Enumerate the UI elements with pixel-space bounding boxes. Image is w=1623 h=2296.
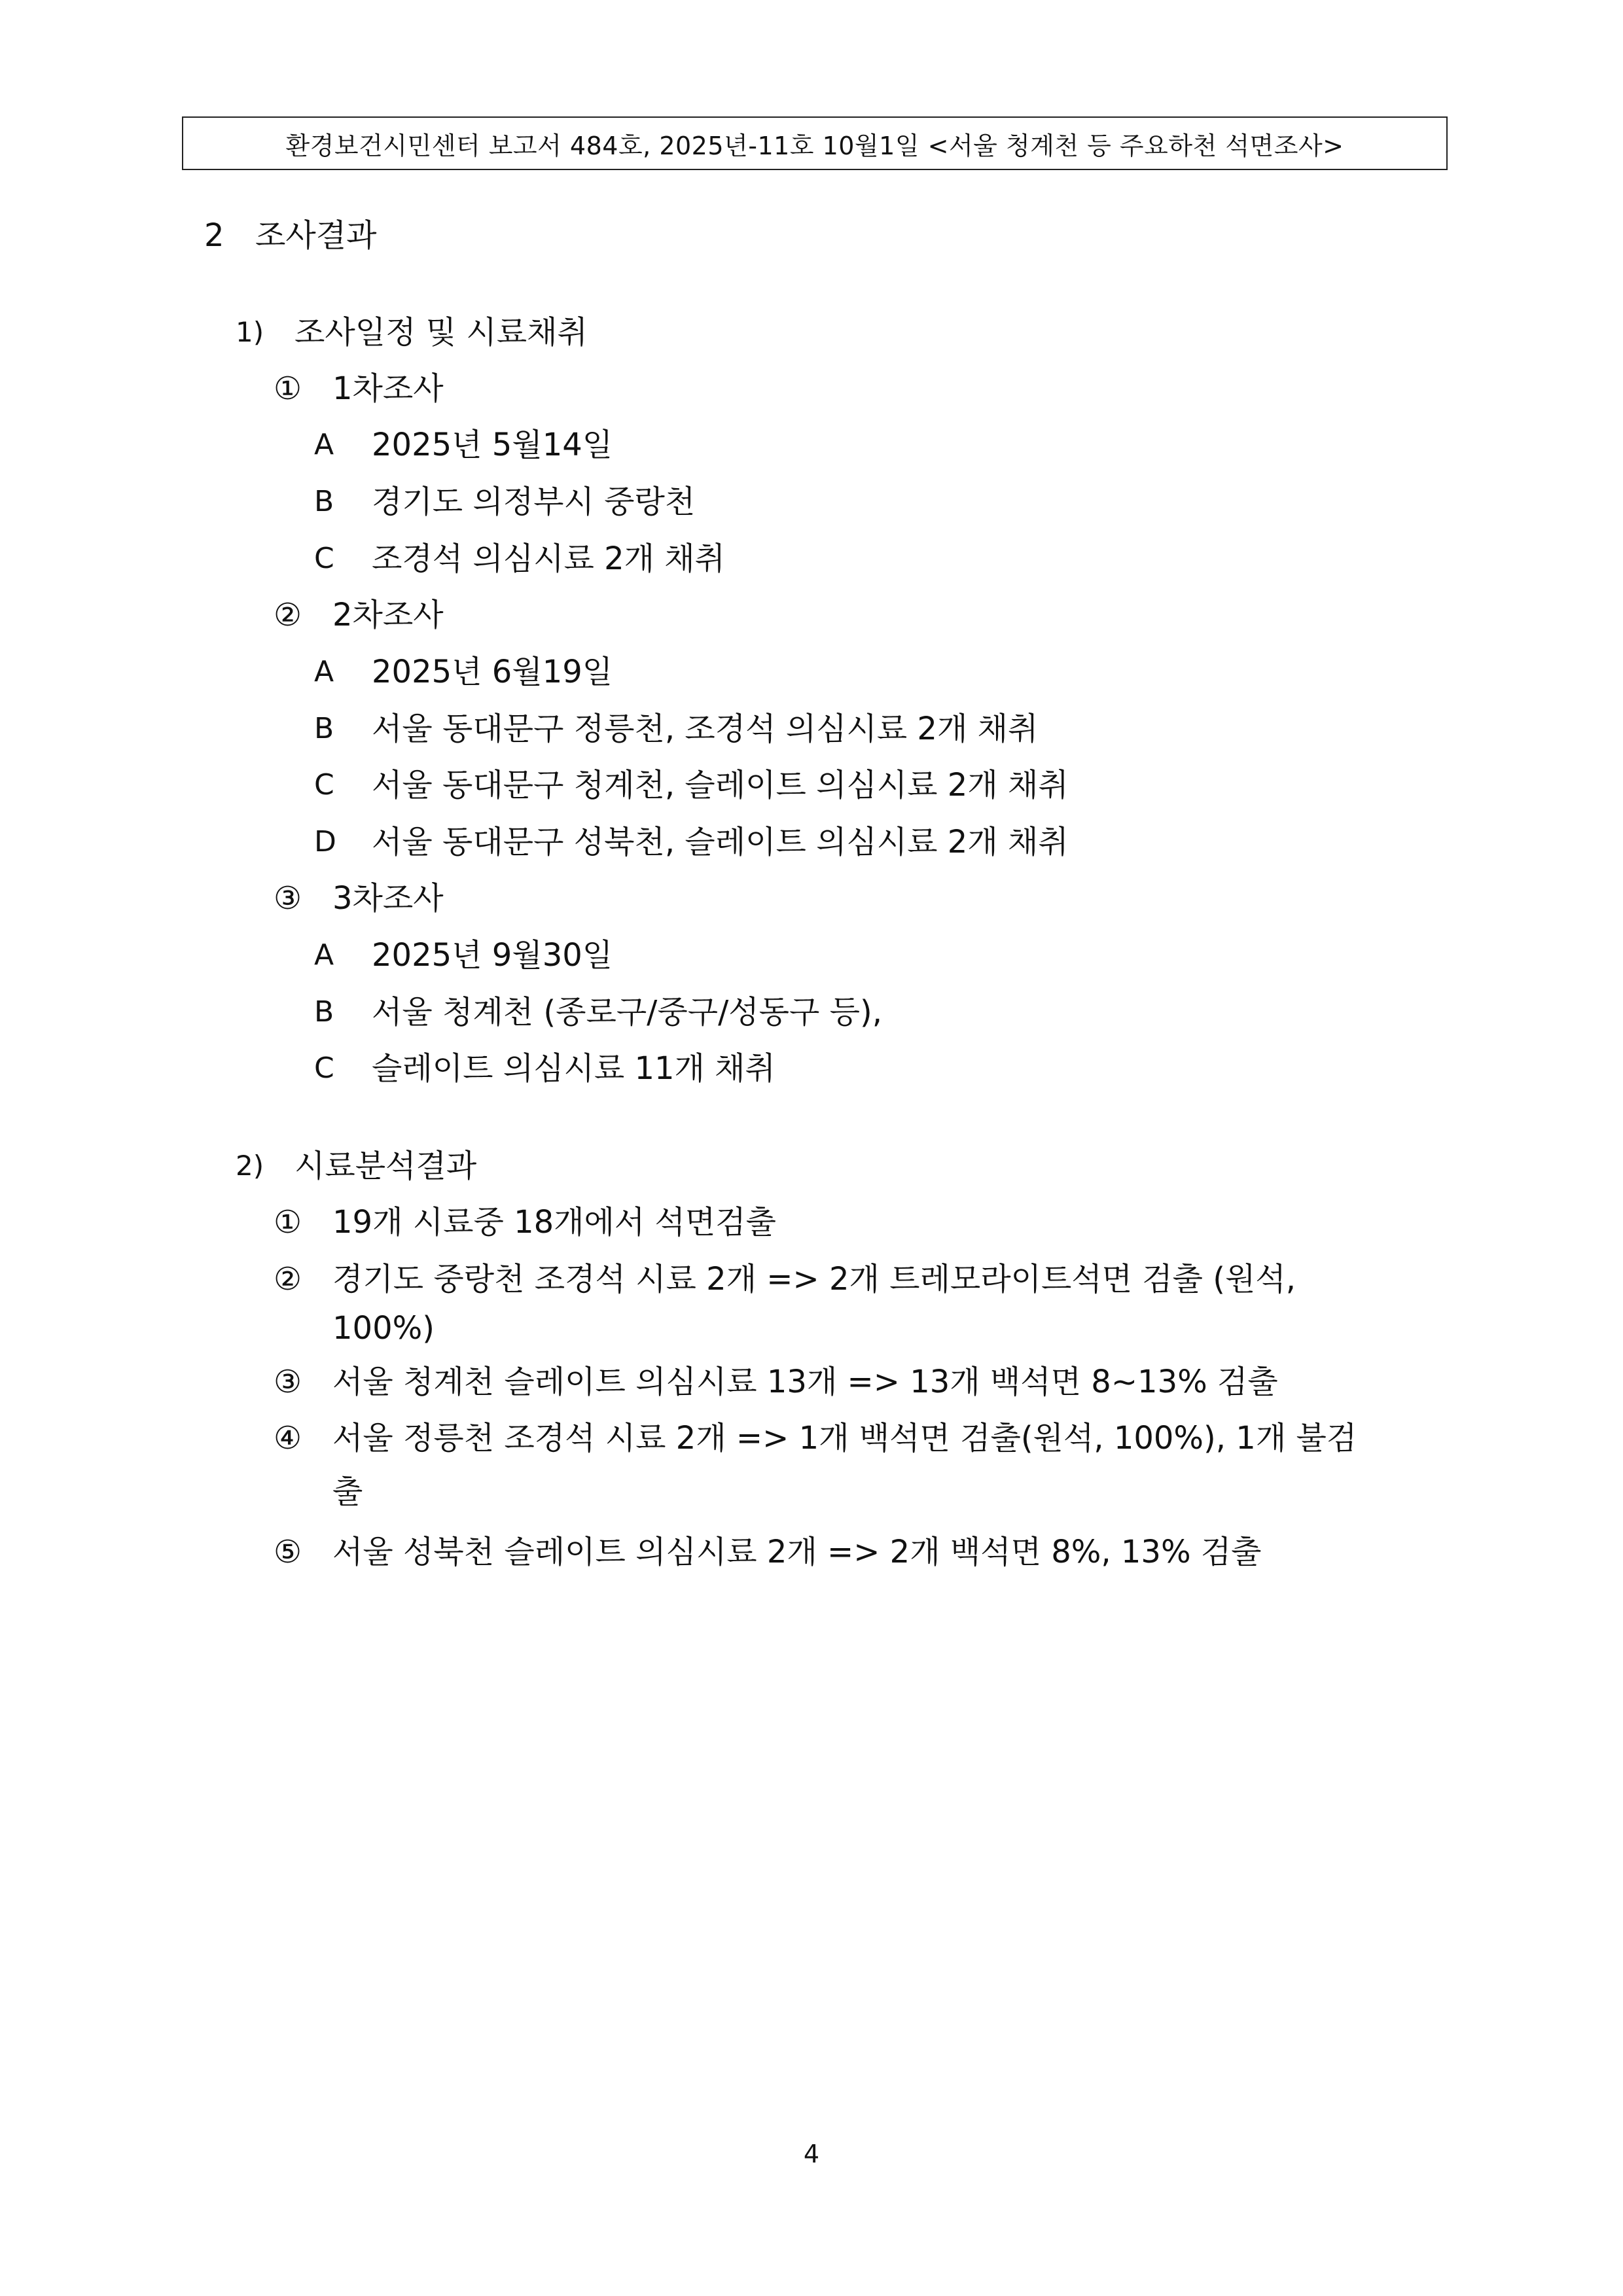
item-letter: B [314, 995, 334, 1029]
item-letter: A [314, 655, 334, 688]
result-text: 서울 정릉천 조경석 시료 2개 => 1개 백석면 검출(원석, 100%), 1개 불검 [332, 1420, 1357, 1457]
subsection-2-number: 2) [236, 1150, 264, 1182]
result-text-continued: 출 [332, 1474, 363, 1510]
result-text: 경기도 중랑천 조경석 시료 2개 => 2개 트레모라이트석면 검출 (원석, [332, 1261, 1296, 1298]
survey-3-title: 3차조사 [332, 880, 444, 917]
item-text: 슬레이트 의심시료 11개 채취 [372, 1050, 776, 1087]
item-text: 서울 동대문구 청계천, 슬레이트 의심시료 2개 채취 [372, 767, 1069, 804]
result-text-continued: 100%) [332, 1310, 435, 1347]
item-letter: C [314, 1051, 334, 1085]
item-letter: C [314, 768, 334, 802]
item-text: 조경석 의심시료 2개 채취 [372, 540, 725, 577]
item-letter: B [314, 485, 334, 518]
subsection-1-number: 1) [236, 316, 264, 348]
report-header-text: 환경보건시민센터 보고서 484호, 2025년-11호 10월1일 <서울 청계천 등 주요하천 석면조사> [285, 131, 1344, 160]
item-text: 2025년 9월30일 [372, 937, 613, 974]
item-text: 2025년 6월19일 [372, 654, 613, 690]
subsection-2-title: 시료분석결과 [294, 1148, 477, 1184]
result-text: 서울 청계천 슬레이트 의심시료 13개 => 13개 백석면 8~13% 검출 [332, 1364, 1278, 1400]
item-text: 경기도 의정부시 중랑천 [372, 484, 696, 520]
section-number: 2 [204, 217, 224, 254]
report-header [182, 116, 1448, 170]
result-marker: ⑤ [274, 1534, 302, 1570]
survey-3-marker: ③ [274, 880, 302, 917]
item-letter: C [314, 542, 334, 575]
item-letter: D [314, 825, 336, 858]
subsection-1-title: 조사일정 및 시료채취 [294, 314, 588, 351]
survey-1-marker: ① [274, 370, 302, 407]
section-title: 조사결과 [255, 217, 377, 254]
result-text: 서울 성북천 슬레이트 의심시료 2개 => 2개 백석면 8%, 13% 검출 [332, 1534, 1262, 1570]
item-text: 서울 청계천 (종로구/중구/성동구 등), [372, 994, 882, 1031]
result-marker: ④ [274, 1420, 302, 1457]
item-text: 2025년 5월14일 [372, 427, 613, 463]
result-marker: ② [274, 1261, 302, 1298]
item-letter: A [314, 938, 334, 972]
result-text: 19개 시료중 18개에서 석면검출 [332, 1204, 776, 1241]
item-text: 서울 동대문구 정릉천, 조경석 의심시료 2개 채취 [372, 711, 1039, 747]
survey-2-marker: ② [274, 597, 302, 633]
item-text: 서울 동대문구 성북천, 슬레이트 의심시료 2개 채취 [372, 824, 1069, 860]
survey-1-title: 1차조사 [332, 370, 444, 407]
item-letter: B [314, 712, 334, 745]
result-marker: ① [274, 1204, 302, 1241]
item-letter: A [314, 428, 334, 461]
result-marker: ③ [274, 1364, 302, 1400]
page-number: 4 [803, 2140, 820, 2168]
survey-2-title: 2차조사 [332, 597, 444, 633]
